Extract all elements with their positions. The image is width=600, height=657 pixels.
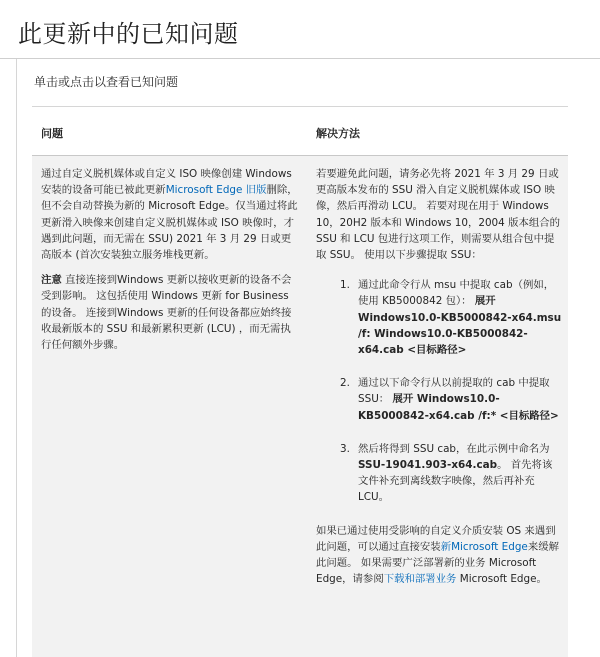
issue-cell: [41, 166, 299, 362]
outro-text-part-2: 来缓解此问题。 如果需要广泛部署新的业务 Microsoft Edge，请参阅: [316, 540, 559, 586]
known-issues-table: [32, 107, 568, 657]
step-text: 通过以下命令行从以前提取的 cab 中提取 SSU：: [358, 377, 550, 406]
workaround-steps: [316, 277, 562, 505]
accordion-toggle[interactable]: 单击或点击以查看已知问题: [34, 75, 179, 89]
workaround-cell: [316, 166, 562, 596]
list-item: [316, 277, 562, 358]
list-item: [316, 441, 562, 506]
workaround-outro: [316, 523, 562, 588]
issue-text-part-1: 通过自定义脱机媒体或自定义 ISO 映像创建 Windows 安装的设备可能已被此更新: [41, 168, 292, 197]
step-number: 1.: [340, 279, 350, 292]
step-filename: SSU-19041.903-x64.cab: [358, 459, 498, 472]
page-title: 此更新中的已知问题: [18, 20, 239, 48]
note-text: 直接连接到Windows 更新以接收更新的设备不会受到影响。 这包括使用 Windows 更新 for Business 的设备。 连接到Windows 更新的任何设备都应始终接收最新版本的 SSU 和最新累积更新 (LCU) ，而无需执行任何额外步骤。: [41, 274, 292, 352]
outro-text-part-3: Microsoft Edge。: [456, 573, 547, 586]
note-label: 注意: [41, 274, 62, 287]
column-header-workaround: 解决方法: [316, 127, 360, 140]
step-text: 通过此命令行从 msu 中提取 cab（例如，使用 KB5000842 包）：: [358, 279, 555, 308]
workaround-intro: 若要避免此问题，请务必先将 2021 年 3 月 29 日或更高版本发布的 SSU 滑入自定义脱机媒体或 ISO 映像，然后再滑动 LCU。 若要对现在用于 Windows 10，20H2 版本和 Windows 10，2004 版本组合的 SSU 和 LCU 包进行这项工作，则需要从组合包中提取 SSU。 使用以下步骤提取 SSU：: [316, 168, 561, 262]
list-item: [316, 375, 562, 424]
step-text: 然后将得到 SSU cab，在此示例中命名为: [358, 442, 550, 455]
edge-legacy-link[interactable]: Microsoft Edge 旧版: [165, 184, 267, 197]
table-row: [32, 156, 568, 657]
step-command: 展开 Windows10.0-KB5000842-x64.msu /f: Windows10.0-KB5000842-x64.cab <目标路径>: [358, 295, 562, 357]
outro-text-part-1: 如果已通过使用受影响的自定义介质安装 OS 来遇到此问题，可以通过直接安装: [316, 524, 556, 553]
issue-text-part-2: 删除，但不会自动替换为新的 Microsoft Edge。仅当通过将此更新滑入映像来创建自定义脱机媒体或 ISO 映像时，才遇到此问题，而无需在 SSU) 2021 年 3 月 29 日或更高版本 (首次安装独立服务堆栈更新。: [41, 184, 298, 262]
step-command: 展开 Windows10.0-KB5000842-x64.cab /f:* <目标路径>: [358, 393, 559, 422]
column-header-issue: 问题: [41, 127, 63, 140]
step-text-tail: 。 首先将该文件补充到离线数字映像，然后再补充 LCU。: [358, 459, 553, 504]
new-edge-link[interactable]: 新Microsoft Edge: [440, 540, 528, 553]
issue-description: [41, 166, 299, 263]
step-number: 3.: [340, 442, 350, 455]
step-number: 2.: [340, 377, 350, 390]
download-deploy-edge-link[interactable]: 下载和部署业务: [383, 573, 457, 586]
issue-note: [41, 272, 299, 353]
